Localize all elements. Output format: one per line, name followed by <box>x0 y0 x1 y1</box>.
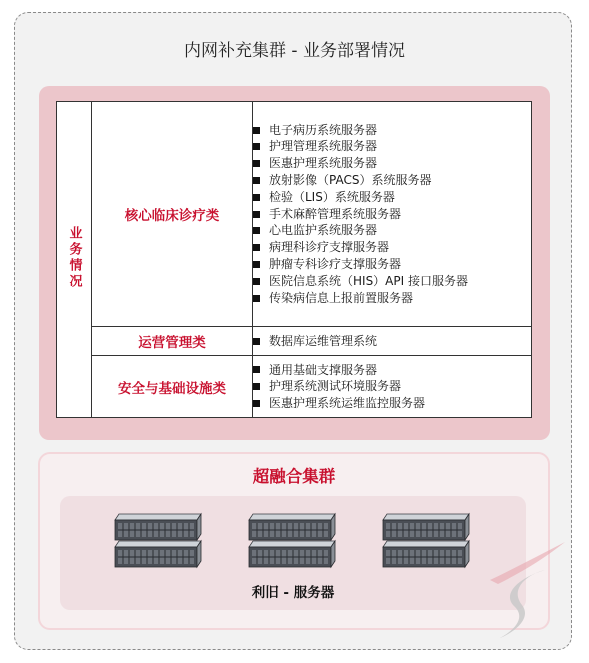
items-cell <box>253 327 532 356</box>
item-text: 检验（LIS）系统服务器 <box>269 189 395 204</box>
bullet-square-icon <box>253 127 260 134</box>
item-text: 病理科诊疗支撑服务器 <box>269 240 390 255</box>
item-text: 传染病信息上报前置服务器 <box>269 290 414 305</box>
side-label-cell <box>57 102 92 418</box>
item-list <box>253 362 531 412</box>
bullet-square-icon <box>253 278 260 285</box>
list-item <box>253 290 531 307</box>
rack-server-icon <box>113 512 203 542</box>
list-item <box>253 189 531 206</box>
item-text: 手术麻醉管理系统服务器 <box>269 206 402 221</box>
item-text: 医惠护理系统服务器 <box>269 156 378 171</box>
list-item <box>253 362 531 379</box>
list-item <box>253 155 531 172</box>
item-text: 数据库运维管理系统 <box>269 333 378 348</box>
bullet-square-icon <box>253 400 260 407</box>
bullet-square-icon <box>253 295 260 302</box>
server-caption: 利旧 - 服务器 <box>251 585 335 601</box>
page-title: 内网补充集群 - 业务部署情况 <box>184 41 405 61</box>
list-item <box>253 333 531 350</box>
items-cell <box>253 356 532 418</box>
item-text: 护理管理系统服务器 <box>269 139 378 154</box>
rack-server-icon <box>247 539 337 569</box>
item-text: 心电监护系统服务器 <box>269 223 378 238</box>
items-cell <box>253 102 532 327</box>
rack-server-icon <box>113 539 203 569</box>
table-row <box>57 327 532 356</box>
list-item <box>253 172 531 189</box>
list-item <box>253 273 531 290</box>
item-text: 通用基础支撑服务器 <box>269 362 378 377</box>
list-item <box>253 222 531 239</box>
bullet-square-icon <box>253 261 260 268</box>
table-row <box>57 102 532 327</box>
list-item <box>253 138 531 155</box>
table-row <box>57 356 532 418</box>
category-name: 安全与基础设施类 <box>118 380 226 397</box>
item-text: 电子病历系统服务器 <box>269 122 378 137</box>
bullet-square-icon <box>253 160 260 167</box>
category-name: 核心临床诊疗类 <box>124 208 220 225</box>
item-text: 护理系统测试环境服务器 <box>269 379 402 394</box>
rack-server-icon <box>381 512 471 542</box>
item-text: 医惠护理系统运维监控服务器 <box>269 396 426 411</box>
bullet-square-icon <box>253 366 260 373</box>
swoosh-watermark-icon <box>470 520 570 650</box>
rack-server-icon <box>247 512 337 542</box>
category-name: 运营管理类 <box>138 335 206 352</box>
rack-server-icon <box>381 539 471 569</box>
bullet-square-icon <box>253 143 260 150</box>
item-text: 医院信息系统（HIS）API 接口服务器 <box>269 273 468 288</box>
item-text: 放射影像（PACS）系统服务器 <box>269 173 432 188</box>
bullet-square-icon <box>253 338 260 345</box>
item-text: 肿瘤专科诊疗支撑服务器 <box>269 257 402 272</box>
list-item <box>253 239 531 256</box>
bullet-square-icon <box>253 194 260 201</box>
category-cell <box>92 356 253 418</box>
side-label: 业务情况 <box>66 225 82 290</box>
list-item <box>253 206 531 223</box>
category-cell <box>92 102 253 327</box>
cluster-title: 超融合集群 <box>252 467 336 486</box>
bullet-square-icon <box>253 227 260 234</box>
item-list <box>253 122 531 307</box>
list-item <box>253 122 531 139</box>
bullet-square-icon <box>253 244 260 251</box>
item-list <box>253 333 531 350</box>
bullet-square-icon <box>253 177 260 184</box>
list-item <box>253 378 531 395</box>
list-item <box>253 256 531 273</box>
list-item <box>253 395 531 412</box>
deployment-table <box>56 101 532 418</box>
bullet-square-icon <box>253 383 260 390</box>
bullet-square-icon <box>253 211 260 218</box>
category-cell <box>92 327 253 356</box>
